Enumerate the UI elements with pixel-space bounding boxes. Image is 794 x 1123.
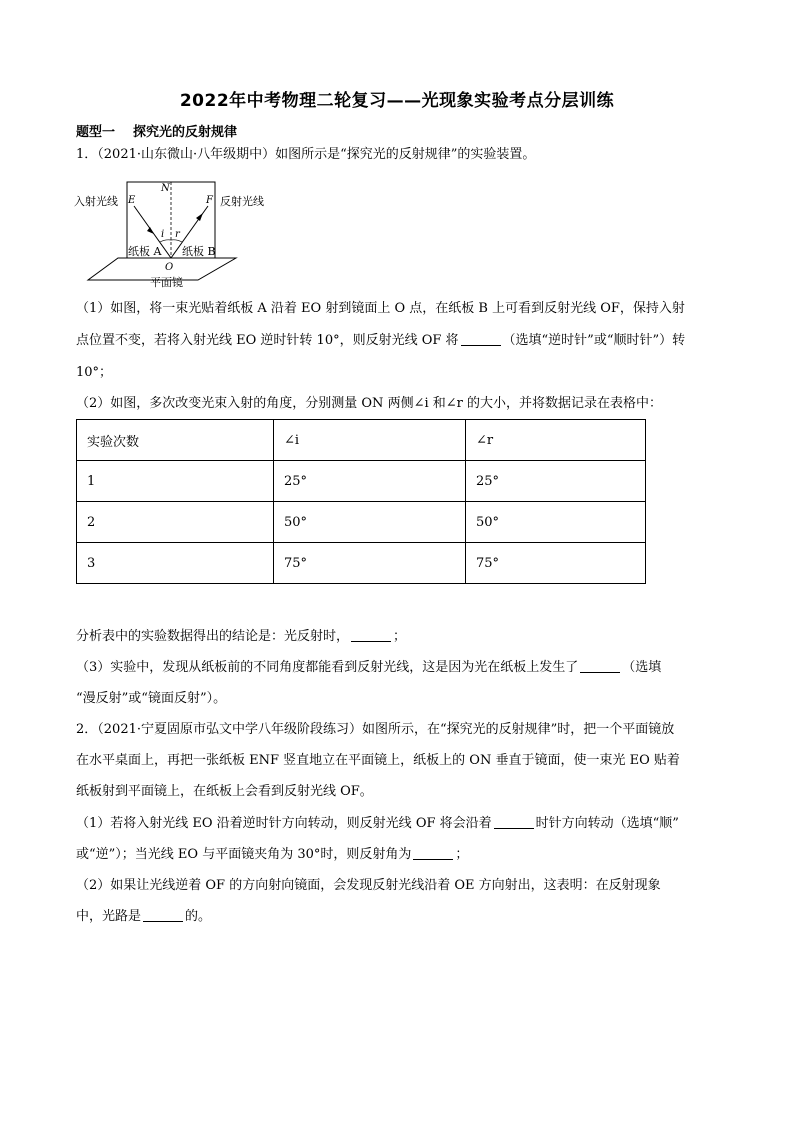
table-cell: 25°: [274, 461, 466, 502]
table-cell: 3: [77, 543, 274, 584]
reflection-apparatus-figure: [74, 176, 264, 289]
q1-part1-text-a: 点位置不变，若将入射光线 EO 逆时针转 10°，则反射光线 OF 将: [76, 333, 459, 348]
page-title: 2022年中考物理二轮复习——光现象实验考点分层训练: [179, 91, 615, 111]
data-table: [76, 419, 646, 584]
q2-part2-line1: （2）如果让光线逆着 OF 的方向射向镜面，会发现反射光线沿着 OE 方向射出，这表明：在反射现象: [76, 878, 661, 893]
table-cell: 2: [77, 502, 274, 543]
table-header-row: [77, 420, 646, 461]
q2-part1-line2: [76, 847, 468, 863]
angle-r-label: r: [175, 229, 180, 240]
answer-blank[interactable]: [580, 660, 620, 673]
table-cell: 50°: [274, 502, 466, 543]
q2-line2: 在水平桌面上，再把一张纸板 ENF 竖直地立在平面镜上，纸板上的 ON 垂直于镜面，使一束光 EO 贴着: [76, 753, 680, 768]
table-row: [77, 502, 646, 543]
q2-part2-line2: [76, 909, 211, 925]
point-o-label: O: [165, 262, 174, 273]
point-e-label: E: [128, 195, 136, 206]
q2-part1-text-a: （1）若将入射光线 EO 沿着逆时针方向转动，则反射光线 OF 将会沿着: [76, 816, 492, 831]
table-cell: 75°: [274, 543, 466, 584]
table-row: [77, 461, 646, 502]
board-b-label: 纸板 B: [182, 245, 216, 258]
conclusion-end: ；: [393, 629, 407, 644]
q1-part3-text-b: （选填: [622, 660, 662, 675]
point-f-label: F: [206, 195, 213, 206]
q2-part1-text-b: 时针方向转动（选填“顺”: [535, 816, 679, 831]
angle-i-label: i: [161, 229, 165, 240]
reflected-ray-label: 反射光线: [220, 195, 264, 208]
section-heading: [76, 121, 237, 140]
board-a-label: 纸板 A: [128, 245, 162, 258]
q1-intro: 1．（2021·山东微山·八年级期中）如图所示是“探究光的反射规律”的实验装置。: [76, 147, 536, 162]
q2-part2-text-a: 中，光路是: [76, 909, 142, 924]
q1-conclusion: [76, 629, 406, 645]
q1-part3-text-a: （3）实验中，发现从纸板前的不同角度都能看到反射光线，这是因为光在纸板上发生了: [76, 660, 579, 675]
section-name: 探究光的反射规律: [133, 125, 238, 140]
answer-blank[interactable]: [413, 847, 453, 860]
q2-line1: 2．（2021·宁夏固原市弘文中学八年级阶段练习）如图所示，在“探究光的反射规律”时，把一个平面镜放: [76, 722, 675, 737]
section-label: 题型一: [76, 125, 116, 140]
q1-part1-text-b: （选填“逆时针”或“顺时针”）转: [502, 333, 686, 348]
answer-blank[interactable]: [494, 816, 534, 829]
table-cell: 25°: [466, 461, 646, 502]
table-header-cell: 实验次数: [77, 420, 274, 461]
table-cell: 50°: [466, 502, 646, 543]
conclusion-text: 分析表中的实验数据得出的结论是：光反射时，: [76, 629, 350, 644]
answer-blank[interactable]: [461, 333, 501, 346]
table-cell: 1: [77, 461, 274, 502]
answer-blank[interactable]: [351, 629, 391, 642]
q1-part3-line1: [76, 660, 661, 676]
q1-part2-line1: （2）如图，多次改变光束入射的角度，分别测量 ON 两侧∠i 和∠r 的大小，并将数据记录在表格中：: [76, 396, 662, 411]
table-row: [77, 543, 646, 584]
answer-blank[interactable]: [143, 909, 183, 922]
q1-part1-line2: [76, 333, 685, 349]
q2-part1-text-c: 或“逆”）；当光线 EO 与平面镜夹角为 30°时，则反射角为: [76, 847, 412, 862]
q1-part3-line2: “漫反射”或“镜面反射”）。: [76, 691, 227, 706]
table-header-cell: ∠i: [274, 420, 466, 461]
mirror-label: 平面镜: [150, 276, 183, 289]
table-header-cell: ∠r: [466, 420, 646, 461]
incident-ray-label: 入射光线: [74, 195, 118, 208]
q1-part1-line3: 10°；: [76, 365, 113, 380]
q2-line3: 纸板射到平面镜上，在纸板上会看到反射光线 OF。: [76, 784, 373, 799]
q2-part1-line1: [76, 816, 679, 832]
q1-part1-line1: （1）如图，将一束光贴着纸板 A 沿着 EO 射到镜面上 O 点，在纸板 B 上可看到反射光线 OF，保持入射: [76, 301, 685, 316]
point-n-label: N: [161, 183, 170, 194]
table-cell: 75°: [466, 543, 646, 584]
q2-part2-text-b: 的。: [185, 909, 212, 924]
q2-part1-text-d: ；: [455, 847, 469, 862]
